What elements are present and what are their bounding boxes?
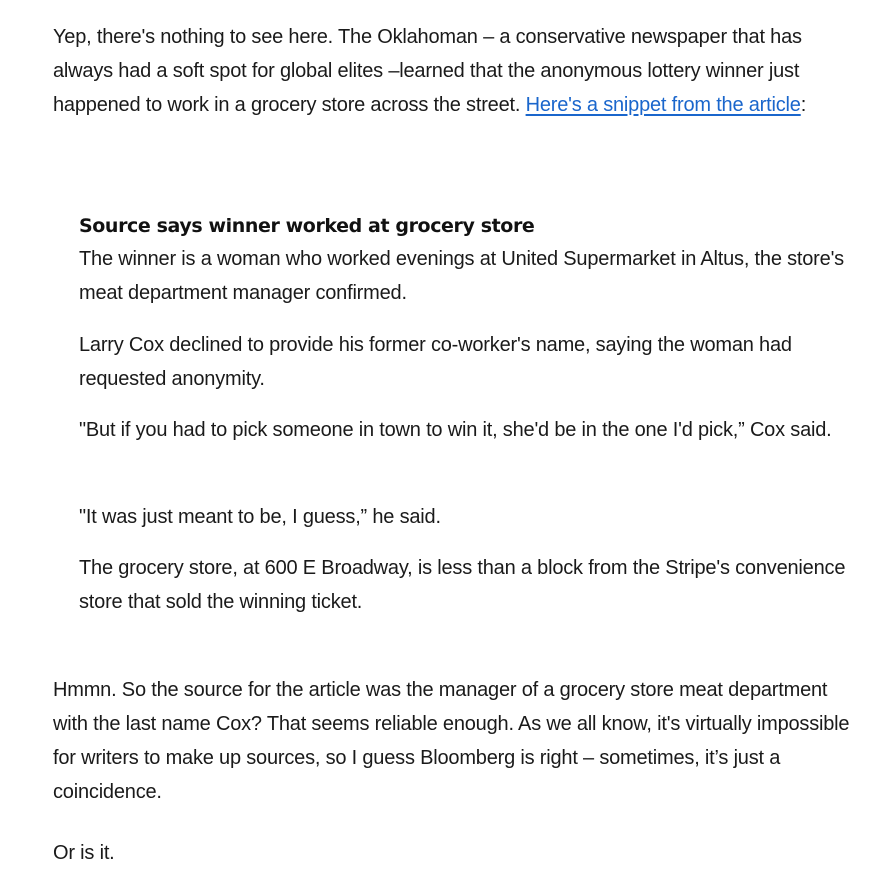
- intro-colon: :: [800, 94, 807, 116]
- quote-paragraph: Larry Cox declined to provide his former co-worker's name, saying the woman had requested anonymity.: [79, 334, 792, 390]
- quote-paragraph: The winner is a woman who worked evenings at United Supermarket in Altus, the store's meat department manager confirmed.: [79, 248, 844, 304]
- intro-text: Yep, there's nothing to see here. The Oklahoman – a conservative newspaper that has always had a soft spot for global elites –learned that the anonymous lottery winner just happened to work in a grocery store across the street.: [53, 26, 802, 116]
- quote-paragraph: "But if you had to pick someone in town to win it, she'd be in the one I'd pick,” Cox said.: [79, 419, 832, 441]
- intro-paragraph: [53, 20, 853, 122]
- body-paragraph: Or is it.: [53, 842, 115, 864]
- quote-paragraph: "It was just meant to be, I guess,” he said.: [79, 506, 441, 528]
- article-snippet-link[interactable]: Here's a snippet from the article: [525, 94, 801, 116]
- body-paragraph: Hmmn. So the source for the article was the manager of a grocery store meat department with the last name Cox? That seems reliable enough. As we all know, it's virtually impossible for writers to make up sources, so I guess Bloomberg is right – sometimes, it’s just a coincidence.: [53, 679, 850, 803]
- quote-paragraph: The grocery store, at 600 E Broadway, is less than a block from the Stripe's convenience store that sold the winning ticket.: [79, 557, 846, 613]
- quote-heading: Source says winner worked at grocery store: [79, 215, 535, 237]
